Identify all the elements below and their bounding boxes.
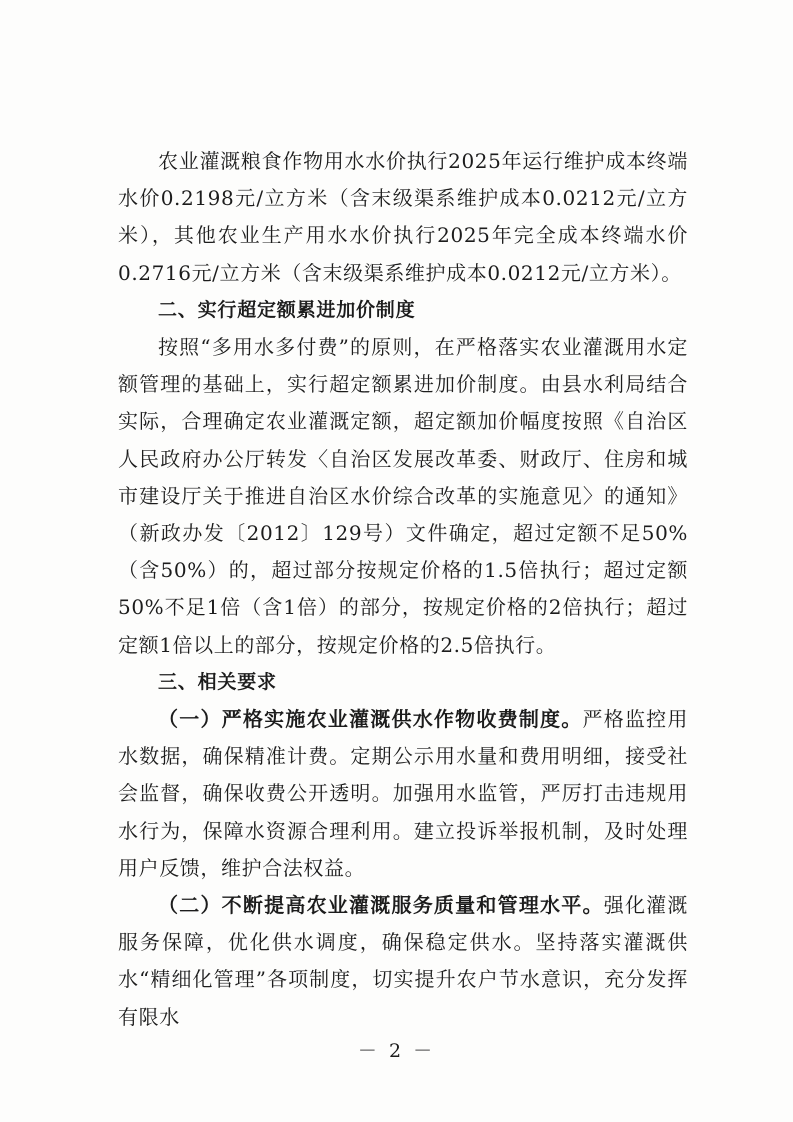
document-body: [118, 143, 688, 1036]
water-price-paragraph: 农业灌溉粮食作物用水水价执行2025年运行维护成本终端水价0.2198元/立方米（含末级渠系维护成本0.0212元/立方米），其他农业生产用水水价执行2025年完全成本终端水价0.2716元/立方米（含末级渠系维护成本0.0212元/立方米）。: [118, 149, 688, 285]
requirement-two-body: 强化灌溉服务保障，优化供水调度，确保稳定供水。坚持落实灌溉供水“精细化管理”各项制度，切实提升农户节水意识，充分发挥有限水: [118, 893, 688, 1029]
page-number: － 2 －: [357, 1040, 436, 1062]
requirement-one-lead: （一）严格实施农业灌溉供水作物收费制度。: [158, 707, 583, 732]
requirement-two-lead: （二）不断提高农业灌溉服务质量和管理水平。: [158, 893, 604, 918]
requirement-one-body: 严格监控用水数据，确保精准计费。定期公示用水量和费用明细，接受社会监督，确保收费公开透明。加强用水监管，严厉打击违规用水行为，保障水资源合理利用。建立投诉举报机制，及时处理用户反馈，维护合法权益。: [118, 707, 688, 880]
excess-quota-paragraph: 按照“多用水多付费”的原则，在严格落实农业灌溉用水定额管理的基础上，实行超定额累进加价制度。由县水利局结合实际，合理确定农业灌溉定额，超定额加价幅度按照《自治区人民政府办公厅转发〈自治区发展改革委、财政厅、住房和城市建设厅关于推进自治区水价综合改革的实施意见〉的通知》（新政办发〔2012〕129号）文件确定，超过定额不足50%（含50%）的，超过部分按规定价格的1.5倍执行；超过定额50%不足1倍（含1倍）的部分，按规定价格的2倍执行；超过定额1倍以上的部分，按规定价格的2.5倍执行。: [118, 335, 688, 657]
requirement-two-paragraph: [118, 887, 688, 1036]
requirement-one-paragraph: [118, 701, 688, 887]
section-heading-excess-quota: 二、实行超定额累进加价制度: [158, 298, 416, 321]
section-heading-requirements: 三、相关要求: [158, 670, 277, 693]
